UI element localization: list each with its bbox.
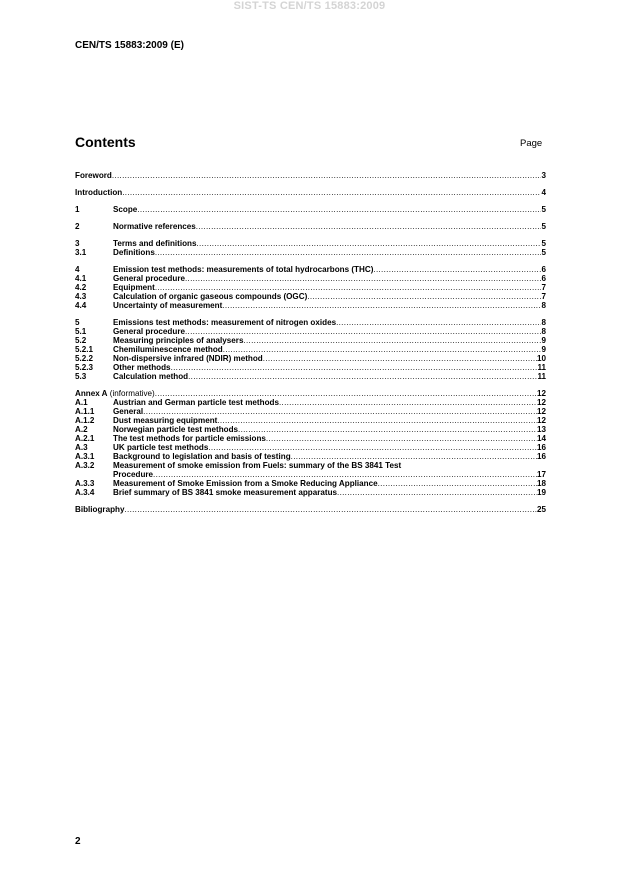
dot-leader (143, 407, 537, 416)
toc-entry-number: A.3.2 (75, 461, 95, 470)
toc-entry-page: 18 (536, 479, 546, 488)
dot-leader (208, 443, 537, 452)
toc-entry-number: A.2.1 (75, 434, 95, 443)
dot-leader (223, 345, 542, 354)
toc-entry-page: 12 (536, 389, 546, 398)
toc-entry-title: The test methods for particle emissions (113, 434, 266, 443)
toc-entry-title: General (113, 407, 144, 416)
toc-entry[interactable] (75, 443, 546, 452)
toc-entry-number: A.3 (75, 443, 88, 452)
toc-entry[interactable] (75, 479, 546, 488)
dot-leader (122, 188, 541, 197)
toc-entry-page: 12 (536, 407, 546, 416)
dot-leader (153, 470, 537, 479)
toc-entry[interactable] (75, 188, 546, 197)
dot-leader (217, 416, 537, 425)
toc-entry-title: Dust measuring equipment (113, 416, 218, 425)
toc-entry-title: Background to legislation and basis of testing (113, 452, 291, 461)
dot-leader (112, 171, 542, 180)
toc-entry[interactable] (75, 336, 546, 345)
toc-entry-title: Measuring principles of analysers (113, 336, 244, 345)
toc-entry-page: 7 (541, 283, 546, 292)
toc-entry[interactable] (75, 354, 546, 363)
toc-entry-title: Bibliography (75, 505, 125, 514)
watermark-text: SIST-TS CEN/TS 15883:2009 (233, 0, 386, 12)
toc-entry-number: 4.1 (75, 274, 87, 283)
toc-entry-title: Norwegian particle test methods (113, 425, 239, 434)
toc-entry-title-line1: Measurement of smoke emission from Fuels: summary of the BS 3841 Test (113, 461, 402, 470)
dot-leader (155, 389, 537, 398)
toc-entry-number: 4 (75, 265, 80, 274)
dot-leader (155, 248, 542, 257)
toc-entry-number: A.2 (75, 425, 88, 434)
dot-leader (263, 354, 537, 363)
toc-entry-page: 16 (536, 443, 546, 452)
toc-entry-title: Definitions (113, 248, 155, 257)
dot-leader (266, 434, 537, 443)
toc-entry-a-3-2[interactable] (75, 461, 546, 470)
toc-entry-number: 4.4 (75, 301, 87, 310)
dot-leader (243, 336, 541, 345)
toc-entry-title: Equipment (113, 283, 155, 292)
dot-leader (137, 205, 541, 214)
toc-entry-page: 11 (537, 372, 546, 381)
dot-leader (185, 274, 542, 283)
toc-entry-page: 25 (536, 505, 546, 514)
toc-entry-page: 5 (541, 222, 546, 231)
toc-entry-number: 4.3 (75, 292, 87, 301)
dot-leader (196, 222, 542, 231)
toc-entry-annex-a[interactable] (75, 389, 546, 398)
dot-leader (171, 363, 538, 372)
toc-entry-title: Measurement of Smoke Emission from a Smoke Reducing Appliance (113, 479, 378, 488)
toc-entry[interactable] (75, 292, 546, 301)
toc-entry-title: Normative references (113, 222, 196, 231)
toc-entry-title: General procedure (113, 327, 185, 336)
toc-entry-number: 1 (75, 205, 80, 214)
toc-entry-page: 9 (541, 345, 546, 354)
toc-entry[interactable] (75, 239, 546, 248)
dot-leader (124, 505, 537, 514)
toc-entry-title: Calculation of organic gaseous compounds (OGC) (113, 292, 308, 301)
toc-entry-number: 5.1 (75, 327, 87, 336)
toc-entry-title: Terms and definitions (113, 239, 197, 248)
table-of-contents (75, 171, 546, 514)
toc-entry[interactable] (75, 398, 546, 407)
toc-entry-page: 11 (537, 363, 546, 372)
dot-leader (222, 301, 541, 310)
toc-entry-title: General procedure (113, 274, 185, 283)
toc-entry-number: A.1 (75, 398, 88, 407)
toc-annex-section (75, 398, 546, 461)
toc-entry-number: 5.2.2 (75, 354, 94, 363)
toc-entry-page: 6 (541, 274, 546, 283)
toc-entry-number: A.3.4 (75, 488, 95, 497)
toc-entry[interactable] (75, 301, 546, 310)
toc-entry[interactable] (75, 425, 546, 434)
toc-entry-page: 6 (541, 265, 546, 274)
toc-entry-title: Non-dispersive infrared (NDIR) method (113, 354, 263, 363)
toc-entry-title (75, 389, 155, 398)
toc-entry-bibliography[interactable] (75, 505, 546, 514)
toc-entry[interactable] (75, 222, 546, 231)
toc-entry-title: Scope (113, 205, 138, 214)
toc-entry-page: 3 (541, 171, 546, 180)
toc-entry[interactable] (75, 434, 546, 443)
toc-entry-title: UK particle test methods (113, 443, 209, 452)
toc-entry-title: Other methods (113, 363, 171, 372)
toc-entry-a-3-2-continued[interactable] (75, 470, 546, 479)
toc-entry-page: 7 (541, 292, 546, 301)
toc-entry-title: Austrian and German particle test methods (113, 398, 279, 407)
toc-entry[interactable] (75, 265, 546, 274)
toc-entry[interactable] (75, 488, 546, 497)
toc-entry-page: 14 (536, 434, 546, 443)
toc-entry[interactable] (75, 372, 546, 381)
dot-leader (378, 479, 537, 488)
dot-leader (307, 292, 541, 301)
toc-entry-page: 8 (541, 318, 546, 327)
document-id-header: CEN/TS 15883:2009 (E) (75, 40, 184, 51)
toc-entry-page: 17 (536, 470, 546, 479)
dot-leader (238, 425, 537, 434)
toc-entry-page: 13 (536, 425, 546, 434)
toc-entry-page: 9 (541, 336, 546, 345)
toc-entry-number: 5 (75, 318, 80, 327)
dot-leader (291, 452, 537, 461)
toc-entry-number: A.1.1 (75, 407, 95, 416)
toc-entry-number: 2 (75, 222, 80, 231)
toc-entry-title-line2: Procedure (113, 470, 154, 479)
toc-entry-title: Emissions test methods: measurement of nitrogen oxides (113, 318, 337, 327)
toc-entry-number: A.3.3 (75, 479, 95, 488)
toc-entry[interactable] (75, 318, 546, 327)
toc-main-section (75, 171, 546, 381)
toc-annex-tail (75, 479, 546, 497)
toc-entry[interactable] (75, 205, 546, 214)
toc-entry-number: 3 (75, 239, 80, 248)
toc-entry-page: 5 (541, 248, 546, 257)
toc-entry[interactable] (75, 407, 546, 416)
toc-entry-title: Uncertainty of measurement (113, 301, 223, 310)
toc-entry-page: 12 (536, 398, 546, 407)
dot-leader (185, 327, 542, 336)
dot-leader (373, 265, 541, 274)
page-column-label: Page (520, 138, 543, 149)
contents-heading: Contents (75, 134, 136, 150)
toc-entry-page: 19 (536, 488, 546, 497)
annex-label: Annex A (75, 389, 108, 398)
toc-entry-page: 5 (541, 205, 546, 214)
dot-leader (279, 398, 537, 407)
toc-entry-number: A.3.1 (75, 452, 95, 461)
toc-entry-title: Calculation method (113, 372, 189, 381)
toc-entry-title: Emission test methods: measurements of total hydrocarbons (THC) (113, 265, 374, 274)
toc-entry[interactable] (75, 452, 546, 461)
toc-entry[interactable] (75, 345, 546, 354)
toc-entry-number: 5.3 (75, 372, 87, 381)
toc-entry-page: 4 (541, 188, 546, 197)
toc-entry-number: A.1.2 (75, 416, 95, 425)
toc-entry-page: 5 (541, 239, 546, 248)
toc-entry[interactable] (75, 327, 546, 336)
toc-entry-number: 5.2 (75, 336, 87, 345)
toc-entry-page: 10 (536, 354, 546, 363)
toc-entry[interactable] (75, 248, 546, 257)
dot-leader (336, 318, 541, 327)
toc-entry-page: 16 (536, 452, 546, 461)
page-number: 2 (75, 836, 81, 847)
toc-entry-number: 3.1 (75, 248, 87, 257)
toc-entry[interactable] (75, 416, 546, 425)
toc-entry-title: Introduction (75, 188, 123, 197)
toc-entry[interactable] (75, 274, 546, 283)
toc-entry-number: 5.2.3 (75, 363, 94, 372)
toc-entry[interactable] (75, 171, 546, 180)
dot-leader (155, 283, 542, 292)
dot-leader (197, 239, 542, 248)
toc-entry[interactable] (75, 363, 546, 372)
dot-leader (337, 488, 537, 497)
toc-entry-page: 12 (536, 416, 546, 425)
toc-entry-title: Chemiluminescence method (113, 345, 223, 354)
toc-entry-page: 8 (541, 327, 546, 336)
toc-entry-title: Foreword (75, 171, 112, 180)
annex-type: (informative) (107, 389, 155, 398)
toc-entry-page: 8 (541, 301, 546, 310)
dot-leader (188, 372, 537, 381)
toc-entry-title: Brief summary of BS 3841 smoke measurement apparatus (113, 488, 338, 497)
toc-entry-number: 4.2 (75, 283, 87, 292)
toc-entry-number: 5.2.1 (75, 345, 94, 354)
toc-entry[interactable] (75, 283, 546, 292)
